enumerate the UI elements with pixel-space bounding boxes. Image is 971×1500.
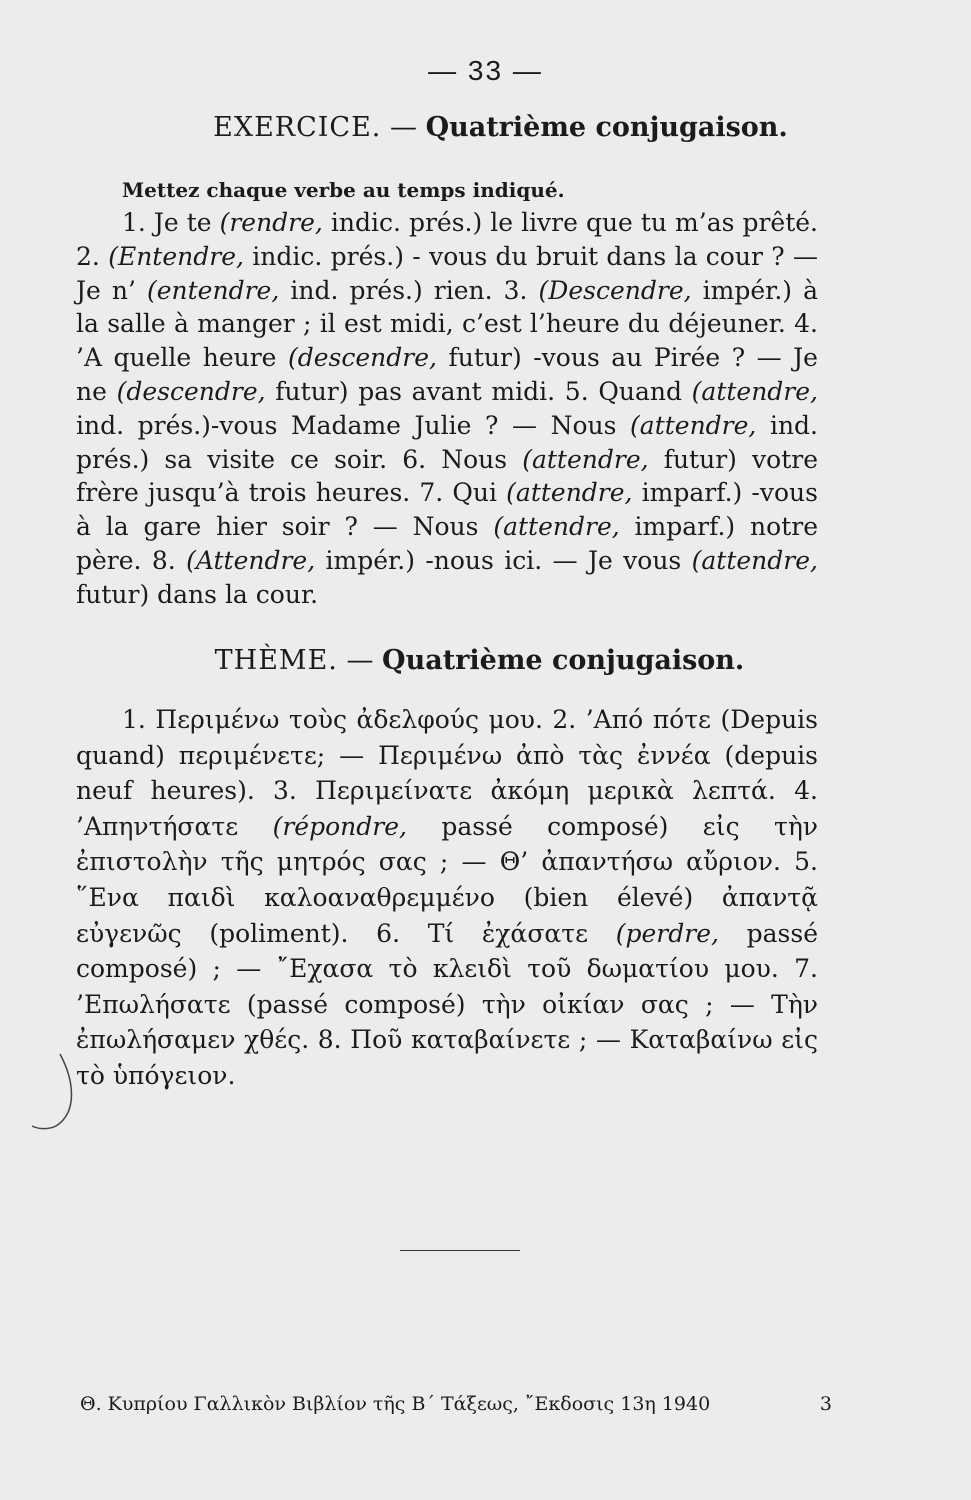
verb-hint: (attendre, — [506, 478, 633, 508]
verb-hint: (attendre, — [691, 376, 818, 406]
exercise-text: ind. prés.) rien. 3. — [279, 275, 539, 305]
theme-text: passé composé) εἰς τὴν ἐπιστολὴν τῆς μητρός σας ; — Θ’ ἀπαντήσω αὔριον. 5. ῞Ενα παιδὶ καλοαναθρεμμένο (bien élevé) ἀπαντᾷ εὐγενῶς (poliment). 6. Τί ἐχάσατε — [76, 811, 819, 948]
exercise-title-dash: — — [381, 112, 426, 143]
theme-text: 1. Περιμένω τοὺς ἀδελφούς μου. 2. ’Από πότε (Depuis quand) περιμένετε; — Περιμένω ἀπὸ τὰς ἐννέα (depuis neuf heures). 3. Περιμείνατε ἀκόμη μερικὰ λεπτά. 4. ’Απηντήσατε — [76, 705, 818, 841]
exercise-text: futur) pas avant midi. 5. Quand — [265, 376, 692, 406]
verb-hint: (Entendre, — [108, 241, 244, 271]
divider-rule — [400, 1250, 520, 1251]
exercise-title-bold: Quatrième conjugaison. — [425, 112, 788, 143]
pencil-mark-icon — [28, 1050, 88, 1140]
exercise-text: indic. prés.) - vous du bruit dans la cour ? — Je n’ — [76, 241, 818, 305]
exercise-text: imparf.) -vous à la gare hier soir ? — Nous — [76, 478, 818, 542]
theme-text: passé composé) ; — ῎Εχασα τὸ κλειδὶ τοῦ δωματίου μου. 7. ’Επωλήσατε (passé composé) τὴν οἰκίαν σας ; — Τὴν ἐπωλήσαμεν χθές. 8. Ποῦ καταβαίνετε ; — Καταβαίνω εἰς τὸ ὑπόγειον. — [76, 918, 819, 1090]
exercise-paragraph — [76, 206, 818, 612]
verb-hint: (Descendre, — [538, 275, 692, 305]
verb-hint: (perdre, — [615, 918, 719, 948]
theme-title-dash: — — [337, 645, 383, 676]
exercise-text: futur) votre frère jusqu’à trois heures. 7. Qui — [76, 444, 818, 508]
theme-title-lead: THÈME. — [214, 645, 338, 676]
verb-hint: (répondre, — [272, 811, 407, 841]
exercise-title-lead: EXERCICE. — [213, 112, 382, 143]
page-number: — 33 — — [428, 55, 543, 86]
exercise-text: ind. prés.)-vous Madame Julie ? — Nous — [76, 410, 631, 440]
exercise-text: ind. prés.) sa visite ce soir. 6. Nous — [76, 410, 819, 474]
exercise-heading — [15, 112, 971, 143]
verb-hint: (attendre, — [522, 444, 649, 474]
theme-paragraph — [76, 702, 818, 1094]
exercise-text: impér.) -nous ici. — Je vous — [315, 545, 692, 575]
exercise-text: futur) dans la cour. — [76, 579, 319, 609]
verb-hint: (attendre, — [630, 410, 757, 440]
verb-hint: (entendre, — [146, 275, 280, 305]
footer-sheet-number: 3 — [819, 1393, 832, 1415]
exercise-text: 1. Je te — [122, 208, 220, 237]
exercise-text: impér.) à la salle à manger ; il est midi, c’est l’heure du déjeuner. 4. ’A quelle heure — [76, 275, 818, 373]
exercise-text: indic. prés.) le livre que tu m’as prêté. 2. — [76, 208, 818, 271]
footer — [80, 1393, 832, 1415]
exercise-instruction: Mettez chaque verbe au temps indiqué. — [122, 178, 565, 202]
verb-hint: (Attendre, — [186, 545, 316, 575]
verb-hint: (attendre, — [493, 512, 620, 542]
verb-hint: (attendre, — [691, 545, 818, 575]
verb-hint: (descendre, — [288, 343, 437, 373]
theme-title-bold: Quatrième conjugaison. — [382, 645, 745, 676]
verb-hint: (descendre, — [116, 376, 266, 406]
theme-heading — [0, 645, 965, 676]
verb-hint: (rendre, — [219, 208, 323, 237]
exercise-text: futur) -vous au Pirée ? — Je ne — [76, 343, 818, 406]
exercise-text: imparf.) notre père. 8. — [76, 512, 818, 575]
footer-imprint: Θ. Κυπρίου Γαλλικὸν Βιβλίον τῆς Β΄ Τάξεως, ῎Εκδοσις 13η 1940 — [80, 1393, 711, 1415]
